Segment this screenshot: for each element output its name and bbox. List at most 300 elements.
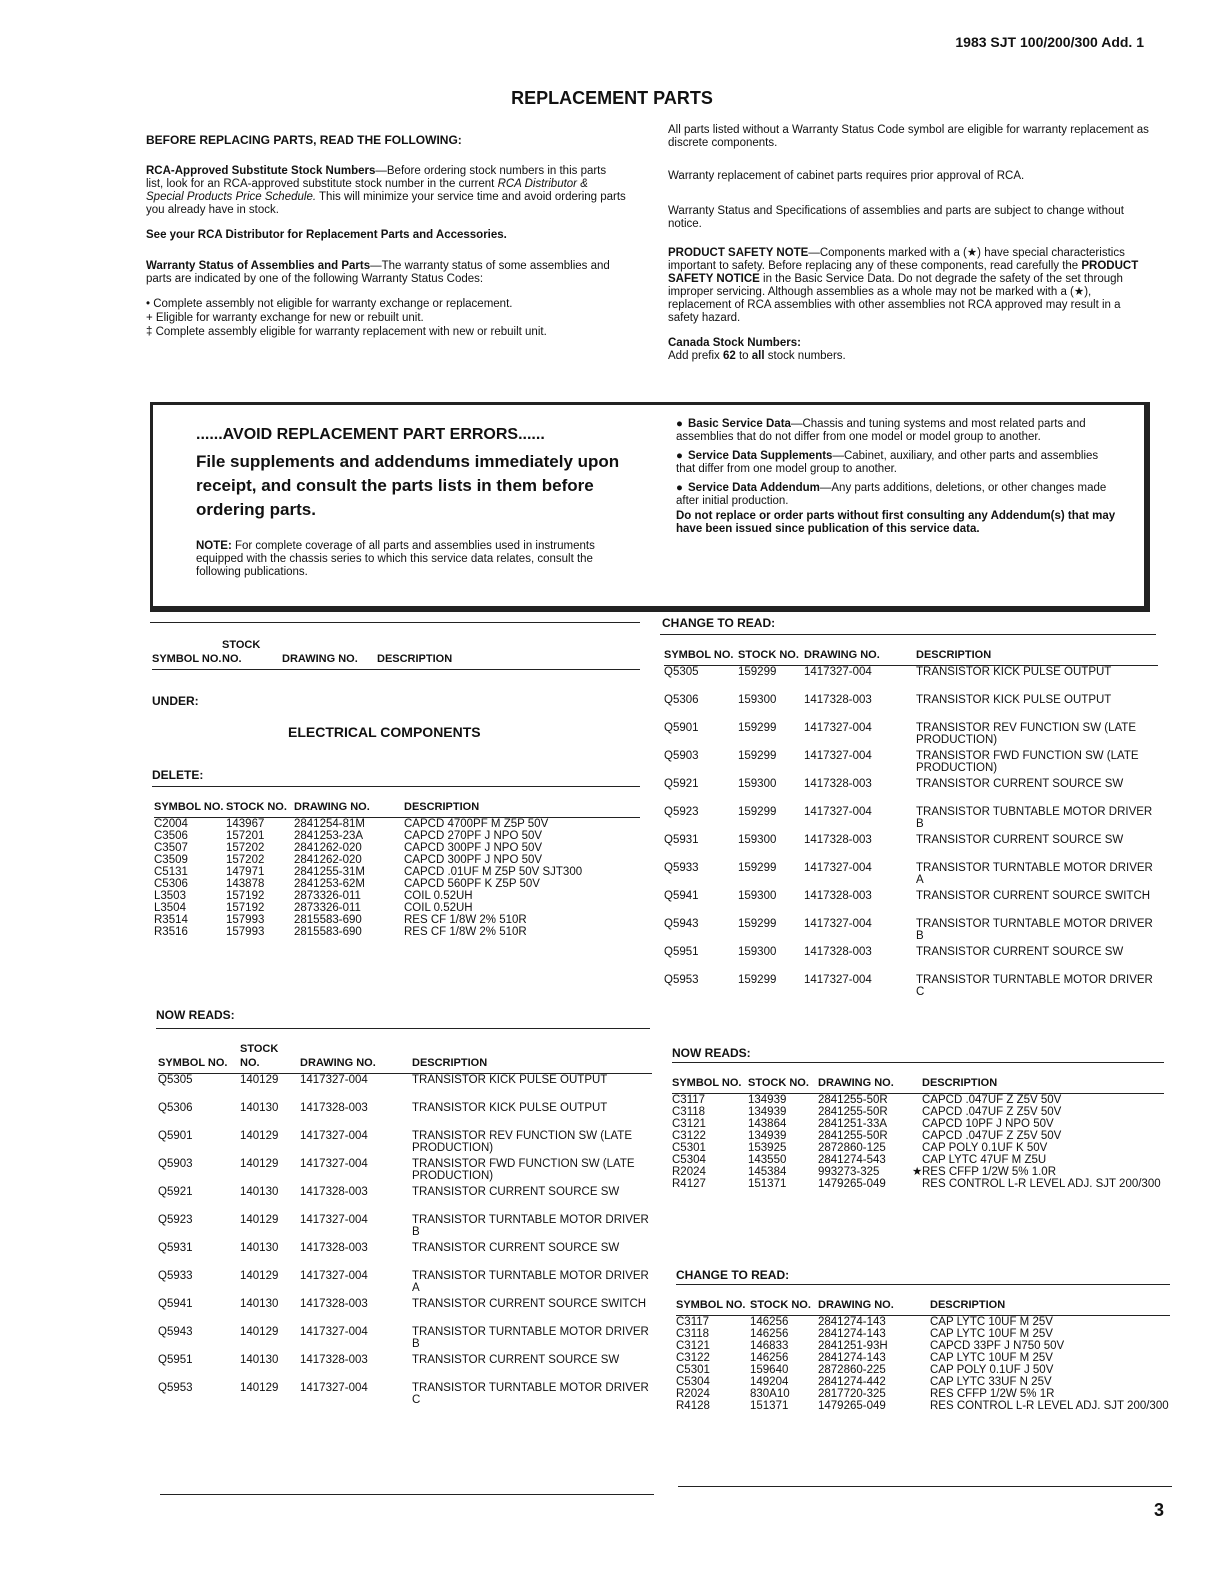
cell-desc: TRANSISTOR REV FUNCTION SW (LATE PRODUCTION) [412, 1130, 633, 1154]
cell-stock: 140129 [240, 1214, 279, 1226]
table-row [154, 878, 640, 890]
cell-dwg: 2815583-690 [294, 914, 362, 926]
cell-sym: C3506 [154, 830, 188, 842]
cell-sym: Q5953 [664, 974, 699, 986]
cell-dwg: 2841255-50R [818, 1094, 888, 1106]
cell-dwg: 2841274-143 [818, 1328, 886, 1340]
col-description: DESCRIPTION [930, 1298, 1170, 1316]
cell-desc: TRANSISTOR CURRENT SOURCE SW [412, 1354, 620, 1366]
cell-desc: CAPCD .01UF M Z5P 50V SJT300 [404, 866, 583, 878]
cell-sym: C3118 [672, 1106, 706, 1118]
col-stock: STOCK NO. [750, 1298, 818, 1316]
cell-desc: TRANSISTOR TUBNTABLE MOTOR DRIVER B [916, 806, 1153, 830]
col-description: DESCRIPTION [404, 800, 640, 818]
cell-stock: 140129 [240, 1326, 279, 1338]
cell-stock: 151371 [748, 1178, 787, 1190]
change-to-read-label: CHANGE TO READ: [662, 616, 776, 630]
table-row [154, 926, 640, 938]
cell-sym: Q5901 [664, 722, 699, 734]
cell-sym: Q5306 [158, 1102, 193, 1114]
table-row [664, 890, 1158, 918]
cell-desc: TRANSISTOR CURRENT SOURCE SW [916, 946, 1124, 958]
table-row [158, 1270, 652, 1298]
cell-sym: C3122 [676, 1352, 710, 1364]
cell-sym: C5306 [154, 878, 188, 890]
cell-dwg: 1417328-003 [804, 834, 872, 846]
cell-desc: CAPCD .047UF Z Z5V 50V [922, 1130, 1062, 1142]
cell-desc: CAP LYTC 10UF M 25V [930, 1352, 1053, 1364]
cell-sym: Q5951 [664, 946, 699, 958]
warranty-codes [146, 298, 626, 339]
table-row [664, 778, 1158, 806]
cell-sym: C3121 [676, 1340, 710, 1352]
table-row [672, 1166, 1164, 1178]
cell-desc: TRANSISTOR CURRENT SOURCE SWITCH [916, 890, 1151, 902]
safety-star-icon: ★ [912, 1166, 923, 1178]
cell-desc: TRANSISTOR CURRENT SOURCE SW [916, 778, 1124, 790]
cell-stock: 140129 [240, 1270, 279, 1282]
col-drawing: DRAWING NO. [282, 638, 377, 670]
cell-stock: 140130 [240, 1102, 279, 1114]
cell-dwg: 2817720-325 [818, 1388, 886, 1400]
table-row [158, 1326, 652, 1354]
footer-rule-left [160, 1494, 654, 1495]
cell-dwg: 1417327-004 [300, 1382, 368, 1394]
cell-stock: 157202 [226, 854, 265, 866]
col-drawing: DRAWING NO. [294, 800, 404, 818]
cell-stock: 140129 [240, 1130, 279, 1142]
table-row [664, 750, 1158, 778]
col-symbol: SYMBOL NO. [664, 648, 738, 666]
cell-dwg: 1417328-003 [300, 1354, 368, 1366]
warranty-code: • Complete assembly not eligible for warranty exchange or replacement. [146, 298, 513, 310]
table-row [676, 1376, 1170, 1388]
cell-sym: L3504 [154, 902, 186, 914]
cell-desc: TRANSISTOR KICK PULSE OUTPUT [916, 666, 1112, 678]
cell-sym: Q5903 [664, 750, 699, 762]
table-row [676, 1388, 1170, 1400]
cell-sym: C3117 [672, 1094, 706, 1106]
cell-sym: R3516 [154, 926, 188, 938]
table-row [664, 834, 1158, 862]
cell-desc: TRANSISTOR CURRENT SOURCE SWITCH [412, 1298, 647, 1310]
cell-desc: RES CF 1/8W 2% 510R [404, 914, 527, 926]
divider [152, 786, 640, 787]
cell-dwg: 2841251-93H [818, 1340, 888, 1352]
cell-desc: TRANSISTOR TURNTABLE MOTOR DRIVER A [916, 862, 1153, 886]
cell-sym: R2024 [672, 1166, 706, 1178]
cell-sym: Q5921 [158, 1186, 193, 1198]
cell-stock: 159299 [738, 862, 777, 874]
cell-sym: Q5921 [664, 778, 699, 790]
table-row [154, 866, 640, 878]
cell-sym: Q5901 [158, 1130, 193, 1142]
cell-dwg: 1417327-004 [300, 1074, 368, 1086]
cell-stock: 159299 [738, 974, 777, 986]
table-row [664, 806, 1158, 834]
cell-stock: 159300 [738, 946, 777, 958]
avoid-heading: ......AVOID REPLACEMENT PART ERRORS...... [196, 426, 545, 443]
cell-dwg: 1417327-004 [804, 806, 872, 818]
cell-sym: Q5305 [158, 1074, 193, 1086]
cell-sym: C5304 [676, 1376, 710, 1388]
cell-desc: CAPCD 4700PF M Z5P 50V [404, 818, 549, 830]
cell-stock: 146256 [750, 1352, 789, 1364]
cell-desc: CAP POLY 0.1UF K 50V [922, 1142, 1048, 1154]
bullet-icon: ● [676, 482, 683, 494]
cell-dwg: 2841274-143 [818, 1316, 886, 1328]
document-id: 1983 SJT 100/200/300 Add. 1 [955, 34, 1144, 50]
col-symbol: SYMBOL NO. [158, 1042, 240, 1074]
cell-stock: 134939 [748, 1130, 787, 1142]
cell-sym: Q5306 [664, 694, 699, 706]
divider [660, 634, 1156, 635]
col-stock: STOCK NO. [222, 638, 282, 670]
table-row [672, 1154, 1164, 1166]
publication-item: ● Basic Service Data—Chassis and tuning systems and most related parts and assemblies that do not differ from one model or model group to another. [676, 418, 1086, 443]
cell-dwg: 1417328-003 [804, 694, 872, 706]
cell-stock: 159300 [738, 834, 777, 846]
table-row [158, 1130, 652, 1158]
cell-stock: 830A10 [750, 1388, 790, 1400]
cell-sym: Q5305 [664, 666, 699, 678]
table-row [154, 818, 640, 831]
divider [676, 1284, 1170, 1285]
now-reads-label: NOW READS: [156, 1008, 235, 1022]
cell-dwg: 2841253-62M [294, 878, 365, 890]
cell-desc: TRANSISTOR TURNTABLE MOTOR DRIVER B [916, 918, 1153, 942]
table-row [664, 862, 1158, 890]
cell-dwg: 1417328-003 [300, 1242, 368, 1254]
cell-stock: 140130 [240, 1186, 279, 1198]
cell-sym: Q5943 [664, 918, 699, 930]
table-row [664, 918, 1158, 946]
divider [150, 622, 640, 623]
bullet-icon: ● [676, 450, 683, 462]
table-row [676, 1352, 1170, 1364]
discrete-paragraph: All parts listed without a Warranty Status Code symbol are eligible for warranty replacement as discrete components. [668, 124, 1149, 149]
table-row [664, 974, 1158, 1002]
cell-desc: TRANSISTOR TURNTABLE MOTOR DRIVER B [412, 1326, 649, 1350]
cell-sym: C5301 [676, 1364, 710, 1376]
table-row [676, 1328, 1170, 1340]
cell-desc: ★ RES CFFP 1/2W 5% 1.0R [912, 1166, 1056, 1178]
divider [672, 1062, 1164, 1063]
cell-desc: TRANSISTOR KICK PULSE OUTPUT [916, 694, 1112, 706]
table-row [158, 1158, 652, 1186]
table-row [158, 1242, 652, 1270]
avoid-note: NOTE: For complete coverage of all parts and assemblies used in instruments equipped with the chassis series to which this service data relates, consult the following publications. [196, 540, 595, 578]
cell-desc: CAPCD 560PF K Z5P 50V [404, 878, 540, 890]
cell-sym: R2024 [676, 1388, 710, 1400]
cell-dwg: 2841274-143 [818, 1352, 886, 1364]
table-row [664, 946, 1158, 974]
table-row [158, 1102, 652, 1130]
cell-sym: C3507 [154, 842, 188, 854]
table-row [676, 1364, 1170, 1376]
cell-sym: Q5941 [664, 890, 699, 902]
canada-text: Add prefix 62 to all stock numbers. [668, 350, 846, 362]
safety-note: PRODUCT SAFETY NOTE—Components marked with a (★) have special characteristics important to safety. Before replacing any of these components, read carefully the PRODUCT SAFETY NOTICE in the Basic Service Data. Do not degrade the safety of the set through improper servicing. Although assemblies as a whole may not be marked with a (★), replacement of RCA assemblies with other assemblies not RCA approved may result in a safety hazard. [668, 247, 1139, 324]
cell-dwg: 1417327-004 [300, 1326, 368, 1338]
cell-desc: RES CONTROL L-R LEVEL ADJ. SJT 200/300 [922, 1178, 1161, 1190]
cell-sym: Q5933 [664, 862, 699, 874]
table-row [672, 1178, 1164, 1190]
table-row [154, 842, 640, 854]
cell-desc: RES CONTROL L-R LEVEL ADJ. SJT 200/300 [930, 1400, 1169, 1412]
cell-dwg: 1417327-004 [300, 1270, 368, 1282]
cell-dwg: 1417327-004 [300, 1158, 368, 1170]
cell-dwg: 2873326-011 [294, 890, 361, 902]
cell-stock: 140130 [240, 1354, 279, 1366]
delete-label: DELETE: [152, 768, 204, 782]
cell-stock: 140130 [240, 1298, 279, 1310]
cell-stock: 134939 [748, 1094, 787, 1106]
col-stock: STOCK NO. [738, 648, 804, 666]
cell-dwg: 1417327-004 [300, 1130, 368, 1142]
divider [156, 1028, 650, 1029]
before-heading: BEFORE REPLACING PARTS, READ THE FOLLOWING: [146, 133, 462, 147]
cell-dwg: 1417327-004 [804, 974, 872, 986]
cell-dwg: 2841255-31M [294, 866, 365, 878]
cell-dwg: 1417328-003 [300, 1298, 368, 1310]
cell-stock: 159299 [738, 918, 777, 930]
cell-stock: 159299 [738, 806, 777, 818]
cell-stock: 146256 [750, 1328, 789, 1340]
table-row [158, 1214, 652, 1242]
cell-desc: TRANSISTOR CURRENT SOURCE SW [916, 834, 1124, 846]
now-reads-label: NOW READS: [672, 1046, 751, 1060]
cell-desc: CAP LYTC 47UF M Z5U [922, 1154, 1047, 1166]
cell-dwg: 2872860-125 [818, 1142, 886, 1154]
cell-sym: C5131 [154, 866, 188, 878]
cell-sym: C3117 [676, 1316, 710, 1328]
table-row [664, 666, 1158, 695]
cell-dwg: 1417328-003 [300, 1186, 368, 1198]
cell-stock: 153925 [748, 1142, 787, 1154]
col-stock: STOCK NO. [226, 800, 294, 818]
col-drawing: DRAWING NO. [818, 1076, 922, 1094]
cell-dwg: 1479265-049 [818, 1400, 886, 1412]
specs-paragraph: Warranty Status and Specifications of assemblies and parts are subject to change without notice. [668, 205, 1124, 230]
cell-dwg: 1417327-004 [804, 666, 872, 678]
cell-desc: CAPCD 10PF J NPO 50V [922, 1118, 1054, 1130]
cell-desc: COIL 0.52UH [404, 890, 473, 902]
table-row [154, 902, 640, 914]
cell-desc: TRANSISTOR KICK PULSE OUTPUT [412, 1074, 608, 1086]
addendum-warning: Do not replace or order parts without first consulting any Addendum(s) that may have been issued since publication of this service data. [676, 510, 1116, 535]
cell-dwg: 2841255-50R [818, 1106, 888, 1118]
cell-dwg: 1417327-004 [804, 918, 872, 930]
cell-sym: Q5953 [158, 1382, 193, 1394]
cell-dwg: 1417327-004 [804, 862, 872, 874]
cell-dwg: 2841274-543 [818, 1154, 886, 1166]
cell-stock: 157993 [226, 926, 265, 938]
col-drawing: DRAWING NO. [300, 1042, 412, 1074]
cell-stock: 143967 [226, 818, 265, 830]
cell-sym: C3122 [672, 1130, 706, 1142]
cell-dwg: 1479265-049 [818, 1178, 886, 1190]
cell-stock: 159300 [738, 694, 777, 706]
table-row [676, 1400, 1170, 1412]
table-row [664, 694, 1158, 722]
table-row [158, 1354, 652, 1382]
cell-stock: 143550 [748, 1154, 787, 1166]
table-row [672, 1142, 1164, 1154]
bullet-icon: ● [676, 418, 683, 430]
intro-right [668, 124, 1152, 363]
cell-sym: Q5933 [158, 1270, 193, 1282]
col-symbol: SYMBOL NO. [152, 638, 222, 670]
publication-item: ● Service Data Supplements—Cabinet, auxiliary, and other parts and assemblies that differ from one model group to another. [676, 450, 1099, 475]
cell-dwg: 2841253-23A [294, 830, 364, 842]
cell-stock: 157192 [226, 902, 265, 914]
now-reads-table [158, 1042, 652, 1410]
cell-sym: R4127 [672, 1178, 706, 1190]
cell-desc: CAPCD 300PF J NPO 50V [404, 854, 543, 866]
cabinet-paragraph: Warranty replacement of cabinet parts requires prior approval of RCA. [668, 170, 1025, 182]
change-to-read-label: CHANGE TO READ: [676, 1268, 790, 1282]
cell-dwg: 2872860-225 [818, 1364, 886, 1376]
cell-sym: Q5923 [664, 806, 699, 818]
cell-dwg: 1417327-004 [804, 722, 872, 734]
cell-sym: Q5931 [664, 834, 699, 846]
col-symbol: SYMBOL NO. [154, 800, 226, 818]
cell-desc: TRANSISTOR FWD FUNCTION SW (LATE PRODUCTION) [412, 1158, 635, 1182]
table-row [154, 914, 640, 926]
cell-desc: CAPCD .047UF Z Z5V 50V [922, 1094, 1062, 1106]
cell-dwg: 2841251-33A [818, 1118, 888, 1130]
cell-desc: TRANSISTOR TURNTABLE MOTOR DRIVER A [412, 1270, 649, 1294]
col-stock: STOCK NO. [240, 1042, 300, 1074]
intro-left [146, 134, 626, 340]
table-row [672, 1130, 1164, 1142]
table-row [676, 1316, 1170, 1329]
cell-stock: 157201 [226, 830, 265, 842]
col-symbol: SYMBOL NO. [672, 1076, 748, 1094]
cell-desc: CAPCD 300PF J NPO 50V [404, 842, 543, 854]
cell-desc: RES CF 1/8W 2% 510R [404, 926, 527, 938]
avoid-right [676, 418, 1116, 542]
table-row [158, 1298, 652, 1326]
cell-sym: C3121 [672, 1118, 706, 1130]
cell-sym: Q5951 [158, 1354, 193, 1366]
cell-stock: 145384 [748, 1166, 787, 1178]
cell-sym: Q5903 [158, 1158, 193, 1170]
cell-stock: 159299 [738, 666, 777, 678]
cell-dwg: 2873326-011 [294, 902, 361, 914]
col-description: DESCRIPTION [916, 648, 1158, 666]
table-row [154, 890, 640, 902]
cell-sym: Q5941 [158, 1298, 193, 1310]
col-drawing: DRAWING NO. [818, 1298, 930, 1316]
cell-desc: CAPCD .047UF Z Z5V 50V [922, 1106, 1062, 1118]
under-label: UNDER: [152, 694, 199, 708]
cell-dwg: 1417327-004 [804, 750, 872, 762]
col-drawing: DRAWING NO. [804, 648, 916, 666]
page-title: REPLACEMENT PARTS [511, 88, 713, 108]
cell-dwg: 2841262-020 [294, 854, 362, 866]
header-table [152, 638, 640, 670]
cell-stock: 140130 [240, 1242, 279, 1254]
cell-stock: 159299 [738, 750, 777, 762]
delete-table [154, 800, 640, 938]
cell-dwg: 993273-325 [818, 1166, 880, 1178]
warranty-code: ‡ Complete assembly eligible for warranty replacement with new or rebuilt unit. [146, 326, 547, 338]
cell-desc: TRANSISTOR CURRENT SOURCE SW [412, 1242, 620, 1254]
cell-sym: C3118 [676, 1328, 710, 1340]
cell-dwg: 1417328-003 [804, 890, 872, 902]
table-row [672, 1094, 1164, 1107]
cell-dwg: 2841254-81M [294, 818, 365, 830]
cell-desc: CAPCD 33PF J N750 50V [930, 1340, 1065, 1352]
cell-dwg: 2815583-690 [294, 926, 362, 938]
cell-dwg: 2841262-020 [294, 842, 362, 854]
cell-dwg: 1417328-003 [804, 778, 872, 790]
cell-stock: 159300 [738, 890, 777, 902]
cell-desc: TRANSISTOR TURNTABLE MOTOR DRIVER B [412, 1214, 649, 1238]
rca-paragraph: RCA-Approved Substitute Stock Numbers—Before ordering stock numbers in this parts list, look for an RCA-approved substitute stock number in the current RCA Distributor & Special Products Price Schedule. This will minimize your service time and avoid ordering parts you already have in stock. [146, 165, 626, 216]
cell-stock: 151371 [750, 1400, 789, 1412]
cell-stock: 159300 [738, 778, 777, 790]
change-table-2 [676, 1298, 1170, 1412]
cell-sym: C3509 [154, 854, 188, 866]
cell-dwg: 1417327-004 [300, 1214, 368, 1226]
cell-sym: C2004 [154, 818, 188, 830]
col-description: DESCRIPTION [412, 1042, 652, 1074]
cell-desc: TRANSISTOR TURNTABLE MOTOR DRIVER C [412, 1382, 649, 1406]
cell-sym: R4128 [676, 1400, 710, 1412]
cell-desc: TRANSISTOR CURRENT SOURCE SW [412, 1186, 620, 1198]
cell-stock: 157993 [226, 914, 265, 926]
cell-desc: COIL 0.52UH [404, 902, 473, 914]
cell-desc: CAP LYTC 10UF M 25V [930, 1328, 1053, 1340]
cell-desc: CAP LYTC 10UF M 25V [930, 1316, 1053, 1328]
cell-stock: 147971 [226, 866, 265, 878]
cell-sym: Q5943 [158, 1326, 193, 1338]
cell-stock: 159299 [738, 722, 777, 734]
table-row [158, 1074, 652, 1103]
col-description: DESCRIPTION [377, 638, 640, 670]
page-number: 3 [1153, 1500, 1164, 1520]
cell-stock: 140129 [240, 1074, 279, 1086]
cell-stock: 157202 [226, 842, 265, 854]
table-row [154, 854, 640, 866]
table-row [676, 1340, 1170, 1352]
avoid-left [196, 426, 636, 579]
now-reads-table-right [672, 1076, 1164, 1190]
table-row [158, 1382, 652, 1410]
table-row [672, 1106, 1164, 1118]
footer-rule-right [678, 1486, 1172, 1487]
cell-stock: 146833 [750, 1340, 789, 1352]
cell-desc: TRANSISTOR TURNTABLE MOTOR DRIVER C [916, 974, 1153, 998]
cell-desc: TRANSISTOR KICK PULSE OUTPUT [412, 1102, 608, 1114]
section-heading: ELECTRICAL COMPONENTS [288, 724, 481, 740]
cell-sym: R3514 [154, 914, 188, 926]
cell-dwg: 1417328-003 [300, 1102, 368, 1114]
cell-sym: Q5923 [158, 1214, 193, 1226]
cell-desc: TRANSISTOR FWD FUNCTION SW (LATE PRODUCTION) [916, 750, 1139, 774]
cell-sym: C5301 [672, 1142, 706, 1154]
table-row [154, 830, 640, 842]
cell-desc: TRANSISTOR REV FUNCTION SW (LATE PRODUCTION) [916, 722, 1137, 746]
cell-stock: 143864 [748, 1118, 787, 1130]
see-distributor: See your RCA Distributor for Replacement Parts and Accessories. [146, 229, 507, 241]
cell-desc: CAP POLY 0.1UF J 50V [930, 1364, 1054, 1376]
table-row [158, 1186, 652, 1214]
cell-dwg: 1417328-003 [804, 946, 872, 958]
